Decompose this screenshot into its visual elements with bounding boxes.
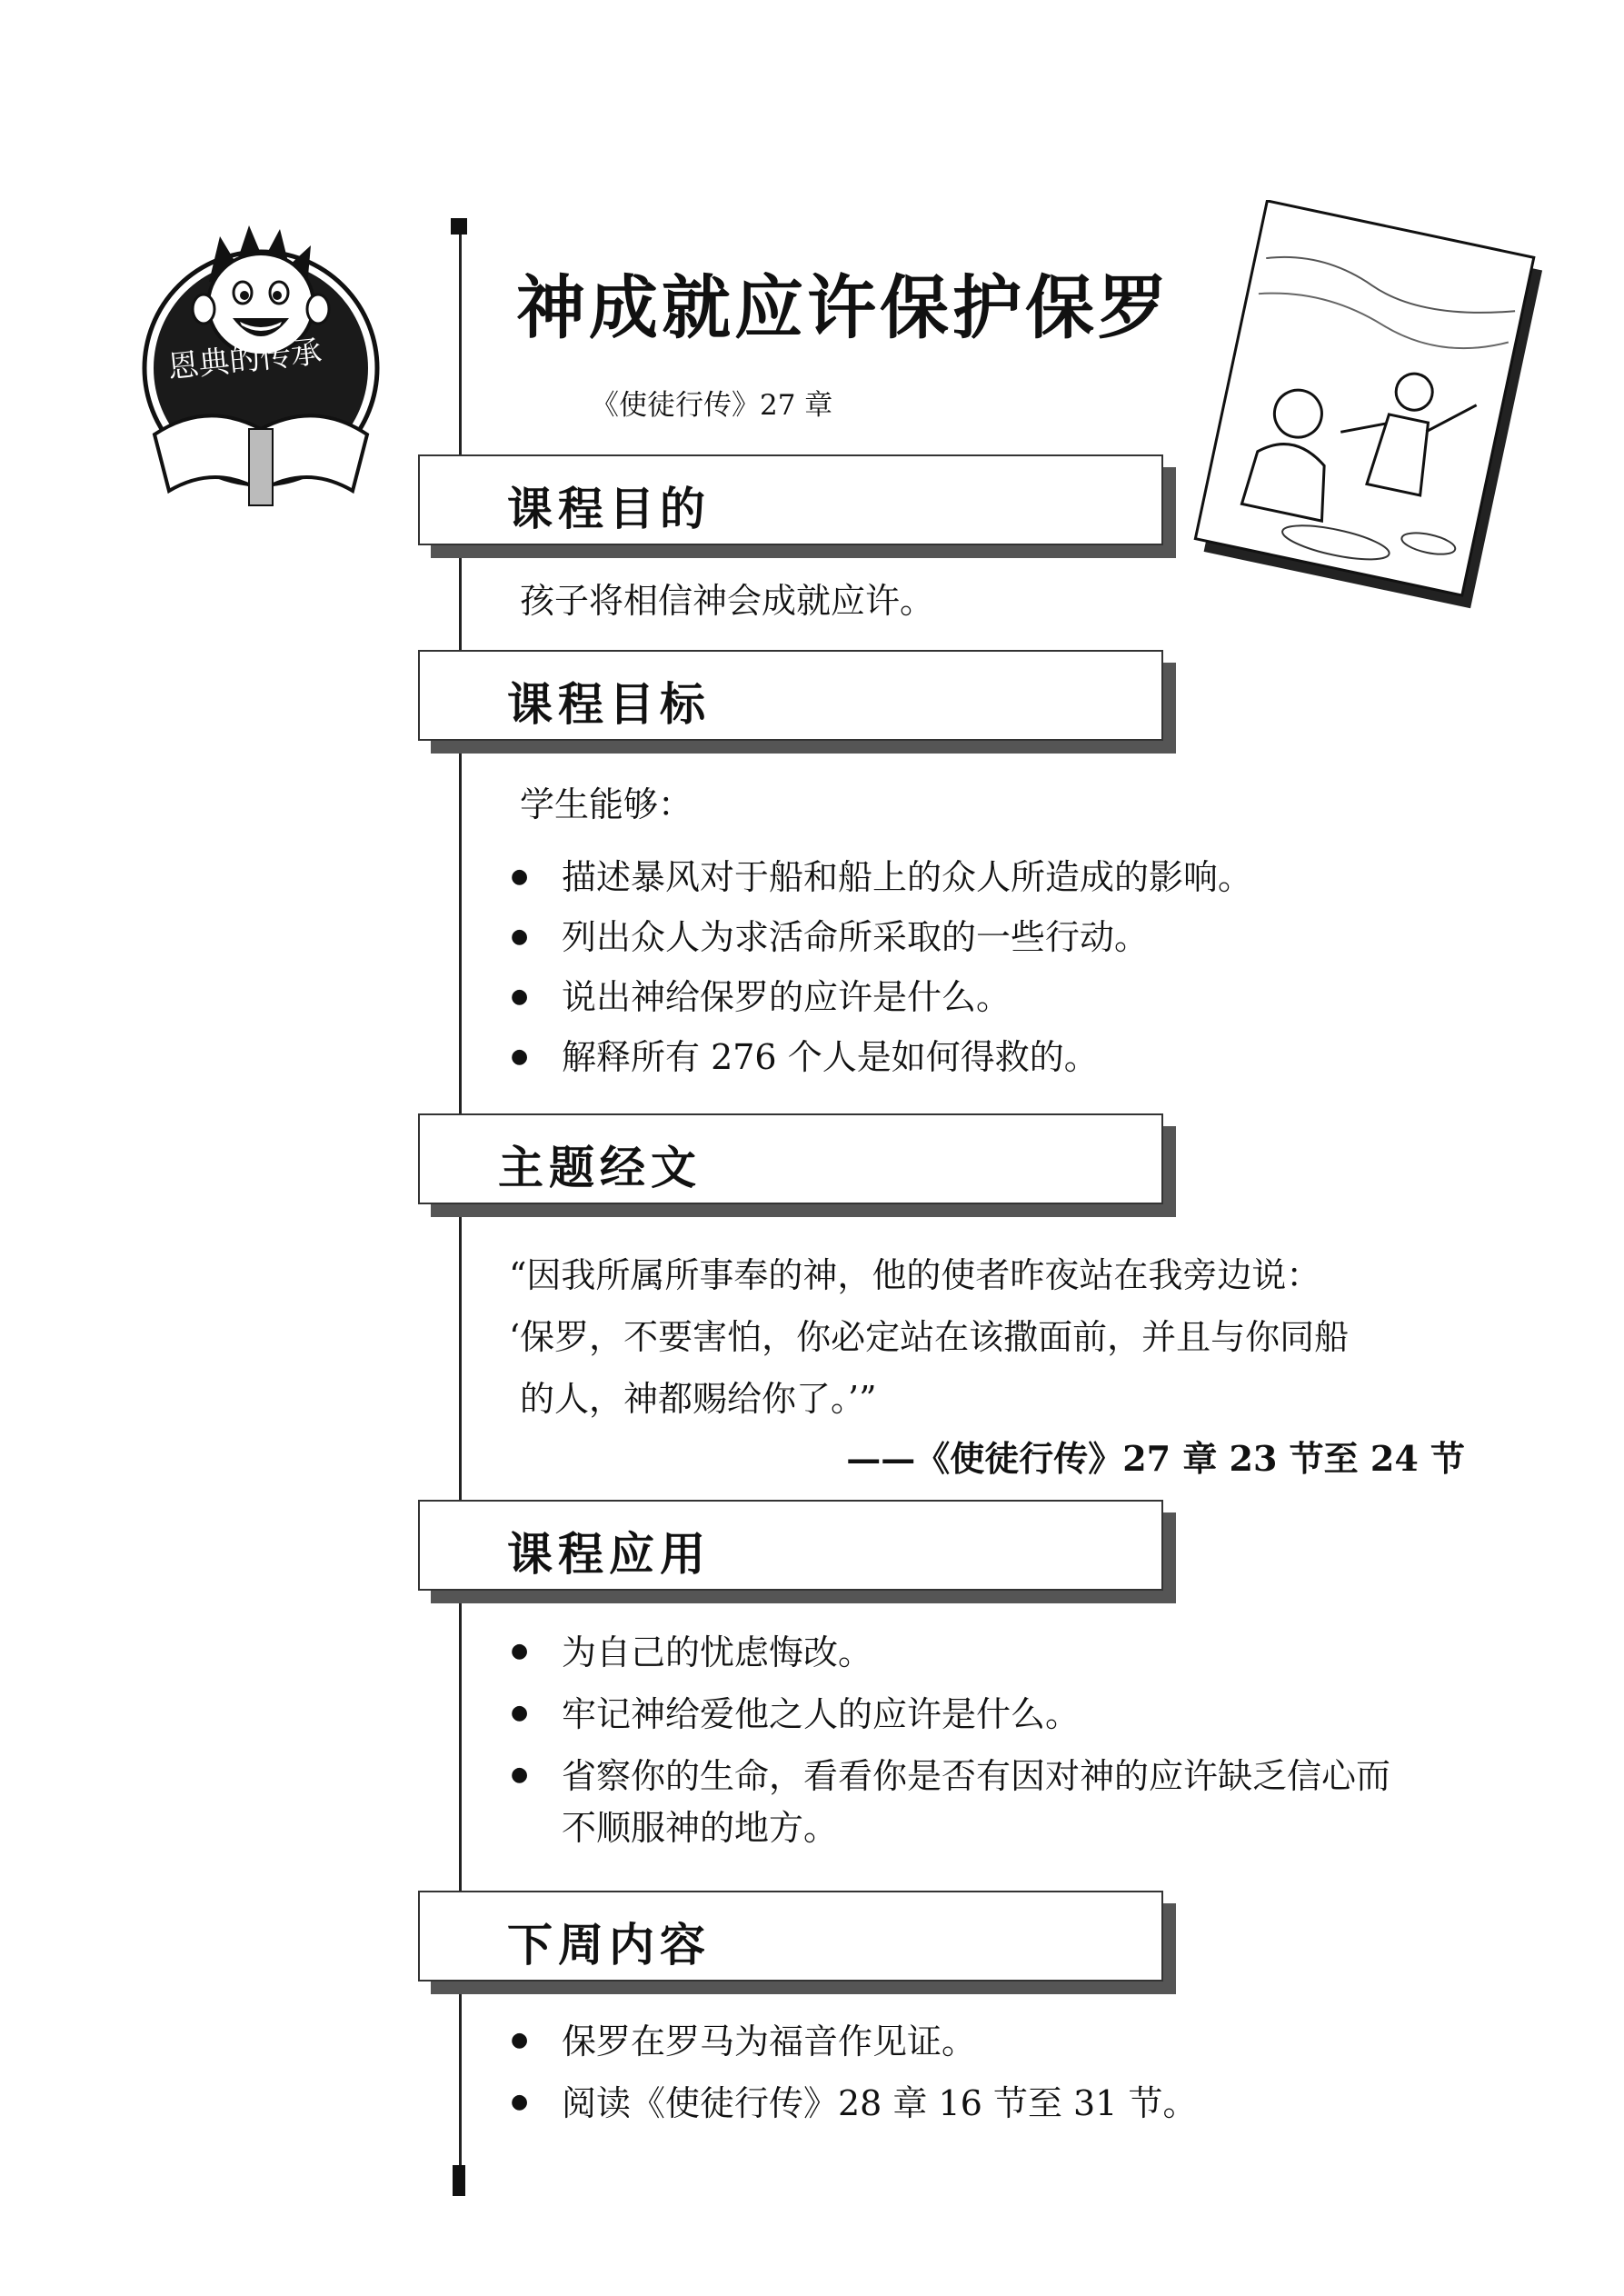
list-item: ● 描述暴风对于船和船上的众人所造成的影响。	[509, 847, 1252, 907]
list-item: ● 为自己的忧虑悔改。	[509, 1622, 1390, 1683]
timeline-top-marker	[451, 218, 467, 235]
list-item: ● 说出神给保罗的应许是什么。	[509, 967, 1252, 1027]
next-week-list	[509, 2011, 1197, 2134]
heritage-of-grace-logo	[138, 218, 384, 509]
verse-line: ‘保罗，不要害怕，你必定站在该撒面前，并且与你同船	[509, 1317, 1350, 1357]
shipwreck-illustration	[1181, 200, 1545, 627]
section-header-application	[418, 1500, 1163, 1591]
logo-text: 恩典的传承	[165, 334, 324, 386]
verse-reference: ——《使徒行传》27 章 23 节至 24 节	[846, 1438, 1465, 1479]
page-title: 神成就应许保护保罗	[516, 267, 1171, 348]
list-item: ● 省察你的生命，看看你是否有因对神的应许缺乏信心而	[509, 1745, 1390, 1807]
timeline-bottom-marker	[453, 2165, 465, 2196]
verse-line: 的人，神都赐给你了。’”	[520, 1379, 877, 1419]
section-heading: 课程应用	[507, 1528, 711, 1581]
list-item: ● 列出众人为求活命所采取的一些行动。	[509, 907, 1252, 967]
objectives-list	[509, 847, 1252, 1087]
verse-line: “因我所属所事奉的神，他的使者昨夜站在我旁边说：	[509, 1255, 1321, 1295]
list-item: ● 牢记神给爱他之人的应许是什么。	[509, 1683, 1390, 1745]
list-item: ● 阅读《使徒行传》28 章 16 节至 31 节。	[509, 2072, 1197, 2134]
section-header-purpose	[418, 454, 1163, 545]
list-item: ● 保罗在罗马为福音作见证。	[509, 2011, 1197, 2072]
section-heading: 下周内容	[507, 1919, 711, 1972]
section-header-key-verse	[418, 1113, 1163, 1204]
scripture-reference: 《使徒行传》27 章	[591, 389, 833, 422]
section-header-objectives	[418, 650, 1163, 741]
purpose-text: 孩子将相信神会成就应许。	[520, 581, 935, 621]
application-continuation: 不顺服神的地方。	[562, 1808, 839, 1848]
section-heading: 课程目的	[507, 483, 711, 535]
list-item: ● 解释所有 276 个人是如何得救的。	[509, 1027, 1252, 1087]
application-list	[509, 1622, 1390, 1807]
section-header-next-week	[418, 1891, 1163, 1982]
section-heading: 课程目标	[507, 678, 711, 731]
section-heading: 主题经文	[498, 1142, 702, 1194]
objectives-intro: 学生能够：	[520, 784, 693, 824]
